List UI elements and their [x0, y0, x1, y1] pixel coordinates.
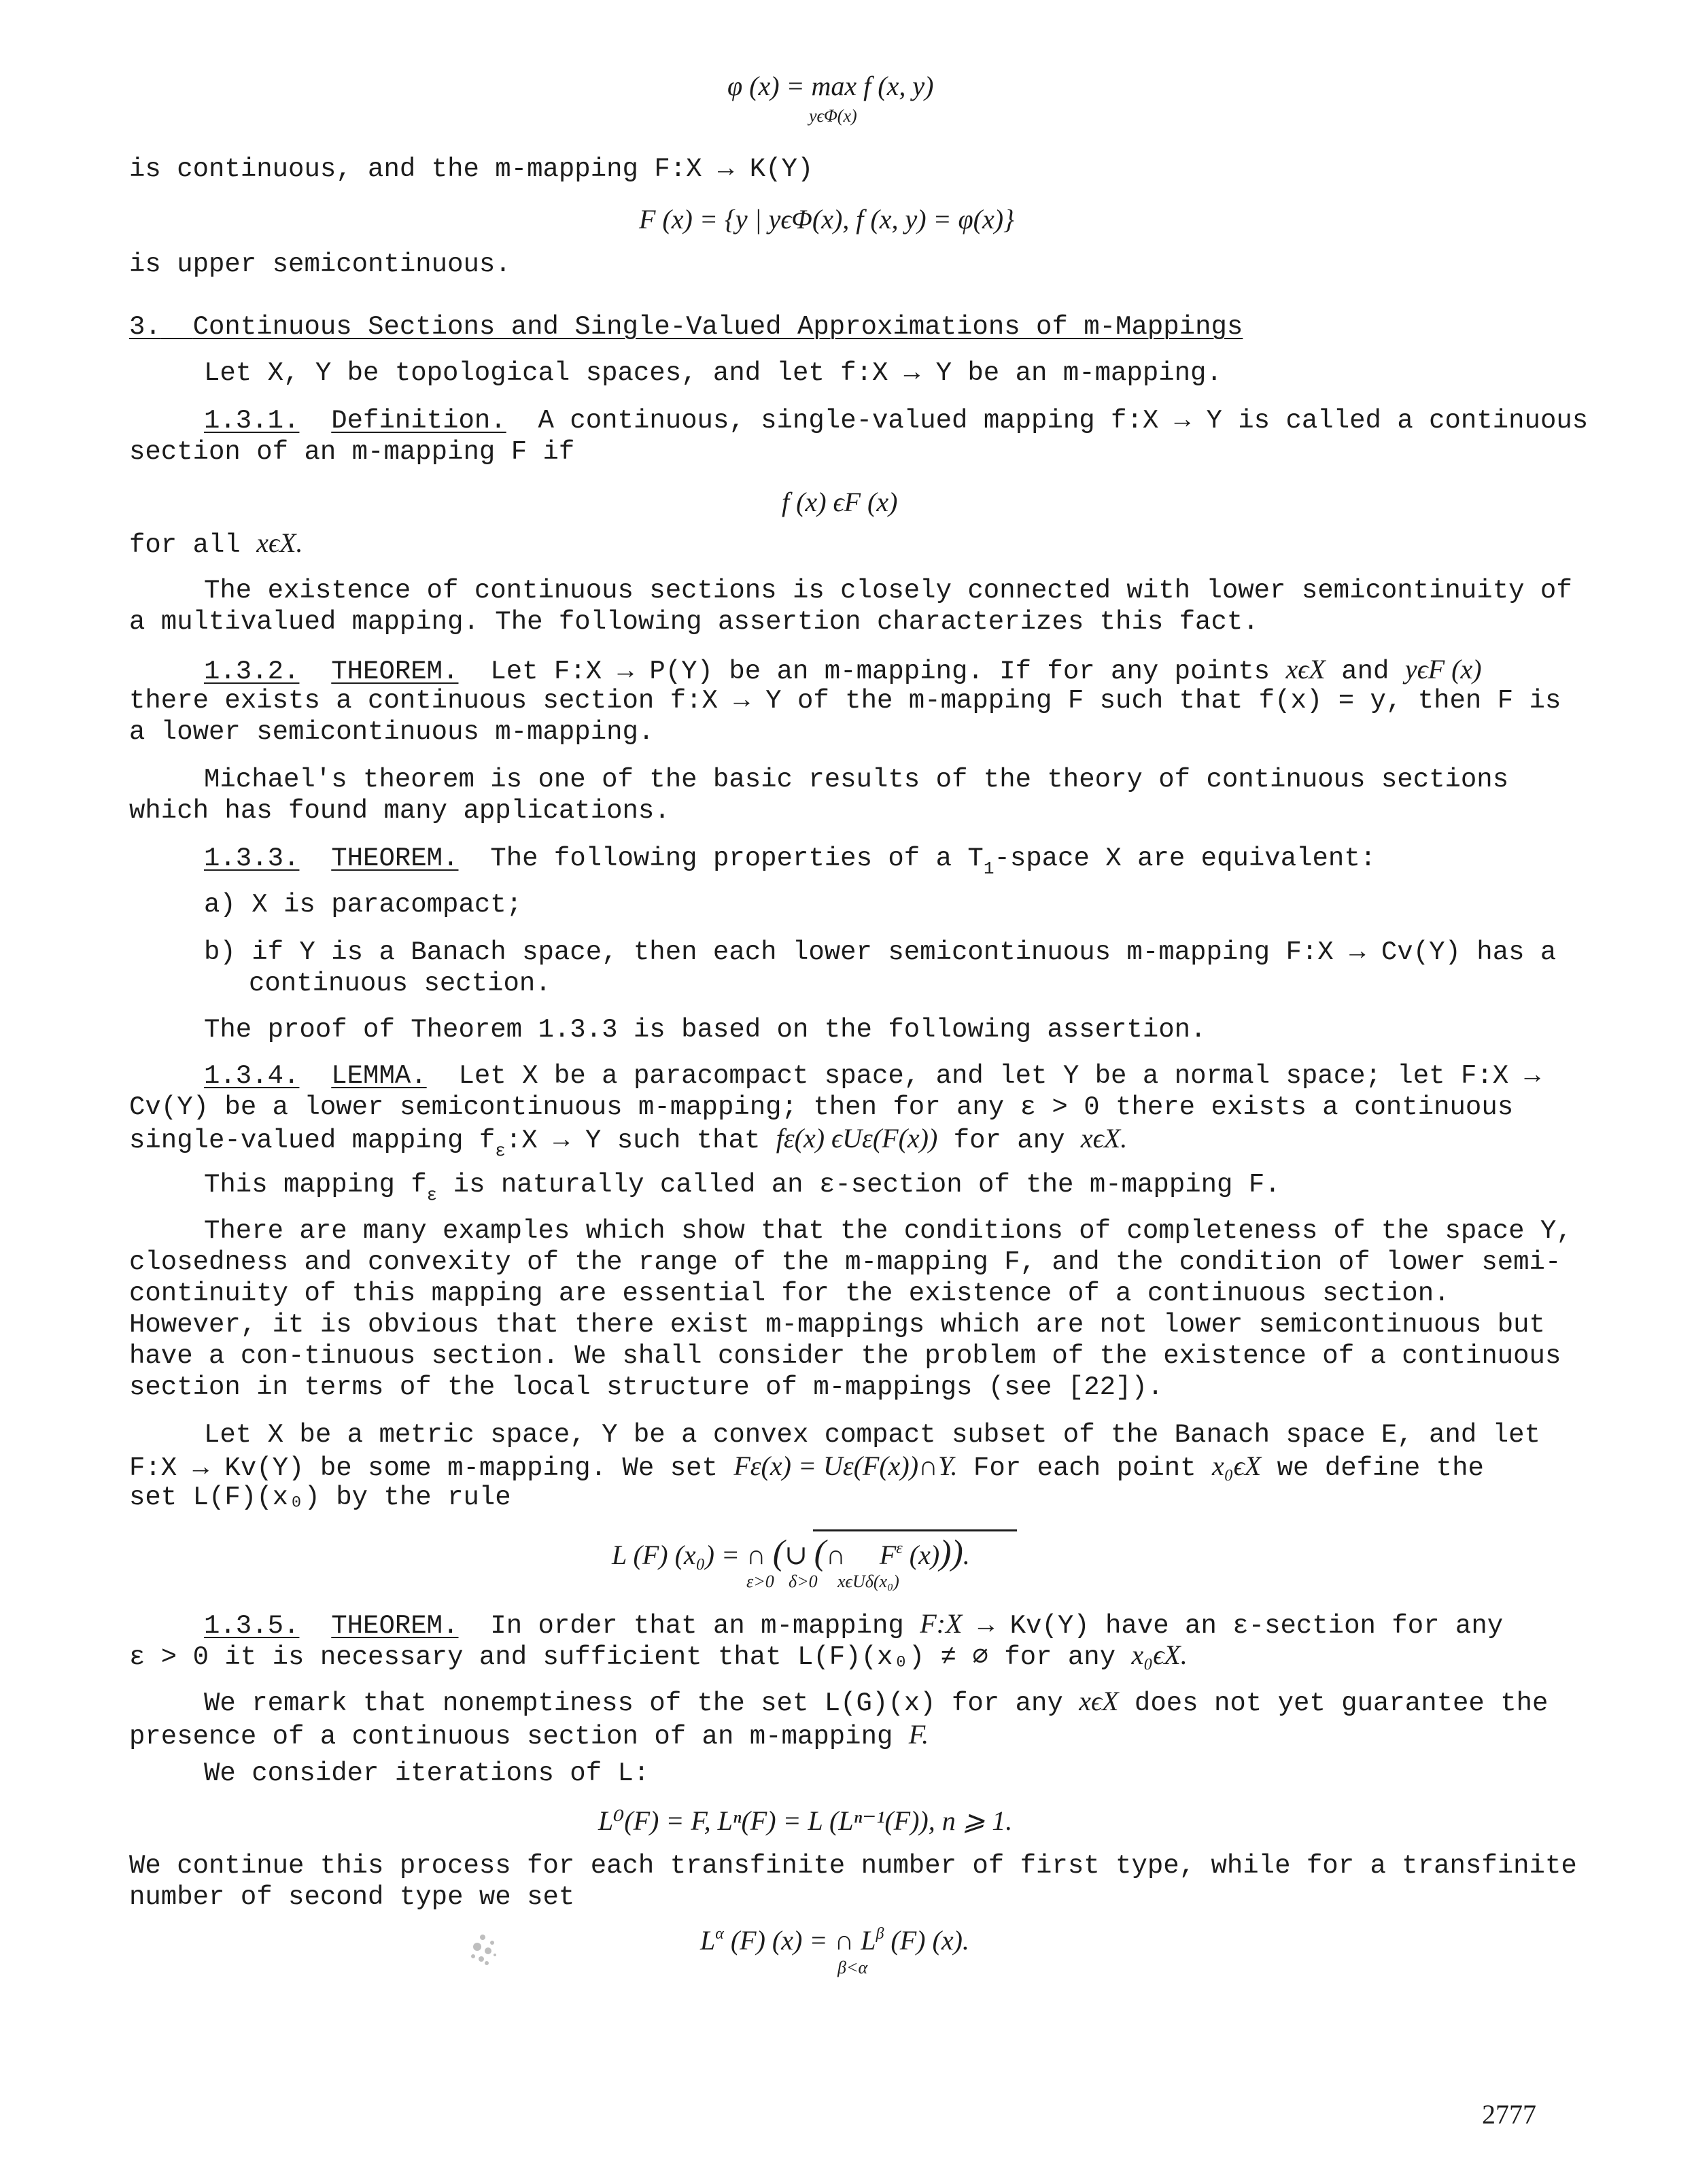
formula-phi: [727, 71, 933, 102]
theorem-1-3-3-line1: [204, 843, 1377, 879]
lemma-text-1: Let X be a paracompact space, and let Y be a normal space; let F:X →: [458, 1061, 1540, 1091]
for-all-line: [129, 527, 303, 561]
formula-L-closure-bar: [813, 1529, 1017, 1531]
epsilon-section-text-a: This mapping f: [204, 1170, 427, 1200]
metric-math-x0: x₀ϵX: [1212, 1451, 1262, 1481]
theorem-1-3-5-line2: [129, 1640, 1188, 1673]
paragraph-proof: The proof of Theorem 1.3.3 is based on the following assertion.: [204, 1015, 1207, 1045]
definition-kind: Definition.: [331, 406, 506, 436]
theorem-1-3-5-line1: [204, 1608, 1503, 1642]
theorem-1-3-2-kind: THEOREM.: [331, 657, 459, 687]
remark-math: xϵX: [1079, 1686, 1119, 1716]
formula-alpha-lhs: L: [700, 1925, 716, 1956]
paragraph-upper-semicontinuous: is upper semicontinuous.: [129, 249, 511, 279]
metric-math-F-eps: Fε(x) = Uε(F(x))∩Y.: [733, 1451, 958, 1481]
theorem-1-3-5-label: 1.3.5.: [204, 1611, 300, 1641]
definition-label: 1.3.1.: [204, 406, 300, 436]
formula-iterations: L⁰(F) = F, Lⁿ(F) = L (Lⁿ⁻¹(F)), n ⩾ 1.: [598, 1805, 1013, 1836]
lemma-text-3c: for any: [937, 1126, 1081, 1156]
lemma-1-3-4-line2: Cv(Y) be a lower semicontinuous m-mapping; then for any ε > 0 there exists a continuous: [129, 1092, 1514, 1122]
formula-alpha-rhs: L: [854, 1925, 876, 1956]
formula-L-cap: ∩: [746, 1540, 766, 1570]
theorem-1-3-3-subscript: 1: [983, 859, 995, 879]
section-number: 3.: [129, 312, 161, 342]
theorem-1-3-2-text-b: and: [1325, 657, 1405, 687]
formula-section: f (x) ϵF (x): [782, 487, 898, 517]
formula-phi-max: max: [811, 71, 857, 101]
paragraph-metric-line1: Let X be a metric space, Y be a convex compact subset of the Banach space E, and let: [204, 1420, 1540, 1450]
formula-L-sub-delta: δ>0: [789, 1572, 818, 1591]
formula-alpha: [700, 1925, 969, 1960]
theorem-1-3-2-text-a: Let F:X → P(Y) be an m-mapping. If for any points: [490, 657, 1286, 687]
formula-alpha-rhs-sup: β: [876, 1925, 884, 1943]
section-heading: [129, 311, 1243, 343]
lemma-math-approx: fε(x) ϵUε(F(x)): [776, 1123, 938, 1154]
definition-1-3-1-line1: [204, 405, 1588, 436]
formula-L-lhs: L (F) (x₀) =: [612, 1540, 746, 1570]
formula-L-sub-eps: ε>0: [746, 1572, 774, 1591]
epsilon-section-subscript: ε: [426, 1185, 438, 1205]
formula-alpha-cap: ∩: [834, 1925, 854, 1956]
theorem-1-3-2-rest: there exists a continuous section f:X → Y of the m-mapping F such that f(x) = y, then F is a lower semicontinuous m-mapping.: [129, 686, 1561, 747]
definition-text: A continuous, single-valued mapping f:X → Y is called a continuous: [538, 406, 1589, 436]
paragraph-remark: [129, 1686, 1584, 1752]
theorem-1-3-5-text-a: In order that an m-mapping: [490, 1611, 920, 1641]
for-all-text: for all: [129, 530, 257, 560]
theorem-1-3-5-kind: THEOREM.: [331, 1611, 459, 1641]
formula-phi-subscript: yϵΦ(x): [809, 106, 857, 126]
paragraph-existence: The existence of continuous sections is closely connected with lower semicontinuity of a multivalued mapping. The following assertion characterizes this fact.: [129, 576, 1572, 637]
theorem-1-3-3-kind: THEOREM.: [331, 844, 459, 873]
lemma-text-3b: :X → Y such that: [505, 1126, 776, 1156]
lemma-1-3-4-line1: [204, 1060, 1540, 1092]
formula-alpha-tail: (F) (x).: [884, 1925, 969, 1956]
formula-L-body: F: [879, 1540, 897, 1570]
formula-phi-lhs: φ (x) =: [727, 71, 812, 101]
theorem-1-3-2-label: 1.3.2.: [204, 657, 300, 687]
metric-text-2b: For each point: [957, 1453, 1212, 1483]
theorem-1-3-3-text-b: -space X are equivalent:: [994, 844, 1377, 873]
remark-text-a: We remark that nonemptiness of the set L(G)(x) for any: [204, 1688, 1079, 1718]
paragraph-transfinite: We continue this process for each transfinite number of first type, while for a transfinite number of second type we set: [129, 1851, 1577, 1912]
formula-L-sub-x: xϵUδ(x₀): [837, 1572, 899, 1591]
metric-text-2c: we define the: [1261, 1453, 1484, 1483]
section-title: Continuous Sections and Single-Valued Approximations of m-Mappings: [192, 312, 1243, 342]
lemma-subscript-eps: ε: [495, 1141, 506, 1161]
theorem-1-3-3-label: 1.3.3.: [204, 844, 300, 873]
theorem-1-3-5-math-1: F:X: [920, 1608, 963, 1639]
formula-phi-body: f (x, y): [857, 71, 934, 101]
formula-alpha-subscript: β<α: [837, 1958, 868, 1977]
formula-L: L (F) (x₀) = ∩ (∪ (∩ $F^\varepsilon$ (x))).: [612, 1533, 970, 1572]
theorem-1-3-5-text-2: ε > 0 it is necessary and sufficient that L(F)(x₀) ≠ ∅ for any: [129, 1642, 1132, 1672]
paragraph-intro: Let X, Y be topological spaces, and let f:X → Y be an m-mapping.: [204, 358, 1222, 388]
formula-L-cap2: ∩: [825, 1540, 846, 1570]
theorem-1-3-2-math-2: yϵF (x): [1404, 654, 1482, 684]
scan-smudge: [462, 1924, 510, 1978]
lemma-kind: LEMMA.: [331, 1061, 427, 1091]
theorem-1-3-3-item-b-line2: continuous section.: [249, 969, 551, 999]
formula-L-body-sup: ε: [896, 1540, 903, 1557]
paragraph-metric-line3: set L(F)(x₀) by the rule: [129, 1483, 511, 1512]
lemma-math-x: xϵX.: [1080, 1123, 1128, 1154]
theorem-1-3-2-line1: [204, 654, 1482, 687]
formula-F: F (x) = {y | yϵΦ(x), f (x, y) = φ(x)}: [639, 204, 1015, 235]
page-number: 2777: [1482, 2099, 1536, 2130]
lemma-label: 1.3.4.: [204, 1061, 300, 1091]
theorem-1-3-2-math-1: xϵX: [1285, 654, 1326, 684]
paragraph-continuous: is continuous, and the m-mapping F:X → K(Y): [129, 154, 814, 184]
theorem-1-3-5-text-b: → Kv(Y) have an ε-section for any: [962, 1611, 1504, 1641]
formula-L-cup: ∪: [784, 1540, 808, 1570]
metric-text-2a: F:X → Kv(Y) be some m-mapping. We set: [129, 1453, 734, 1483]
epsilon-section-text-b: is naturally called an ε-section of the m-mapping F.: [437, 1170, 1281, 1200]
paragraph-michael: Michael's theorem is one of the basic results of the theory of continuous sections which has found many applications.: [129, 765, 1509, 826]
theorem-1-3-3-text-a: The following properties of a T: [490, 844, 984, 873]
paragraph-epsilon-section: [204, 1169, 1281, 1205]
formula-alpha-mid: (F) (x) =: [723, 1925, 835, 1956]
paragraph-examples: There are many examples which show that the conditions of completeness of the space Y, closedness and convexity of the range of the m-mapping F, and the condition of lower semi-continuity of this mapping are essential for the existence of a continuous section. However, it is obvious that there exist m-mappings which are not lower semicontinuous but have a con-tinuous section. We shall consider the problem of the existence of a continuous section in terms of the local structure of m-mappings (see [22]).: [129, 1216, 1572, 1402]
theorem-1-3-3-item-a: a) X is paracompact;: [204, 890, 523, 920]
remark-text-b: does not yet guarantee the presence of a continuous section of an m-mapping: [129, 1688, 1549, 1752]
theorem-1-3-5-math-2: x₀ϵX.: [1131, 1640, 1188, 1670]
definition-1-3-1-line2: section of an m-mapping F if: [129, 437, 575, 467]
formula-alpha-lhs-sup: α: [715, 1925, 724, 1943]
remark-math-2: F.: [908, 1719, 929, 1750]
paragraph-iterations: We consider iterations of L:: [204, 1758, 650, 1788]
lemma-text-3a: single-valued mapping f: [129, 1126, 496, 1156]
paragraph-metric-line2: [129, 1451, 1484, 1484]
theorem-1-3-3-item-b-line1: b) if Y is a Banach space, then each lower semicontinuous m-mapping F:X → Cv(Y) has a: [204, 937, 1557, 967]
for-all-math: xϵX.: [256, 527, 303, 558]
lemma-1-3-4-line3: [129, 1123, 1128, 1161]
formula-L-body-tail: (x): [902, 1540, 940, 1570]
